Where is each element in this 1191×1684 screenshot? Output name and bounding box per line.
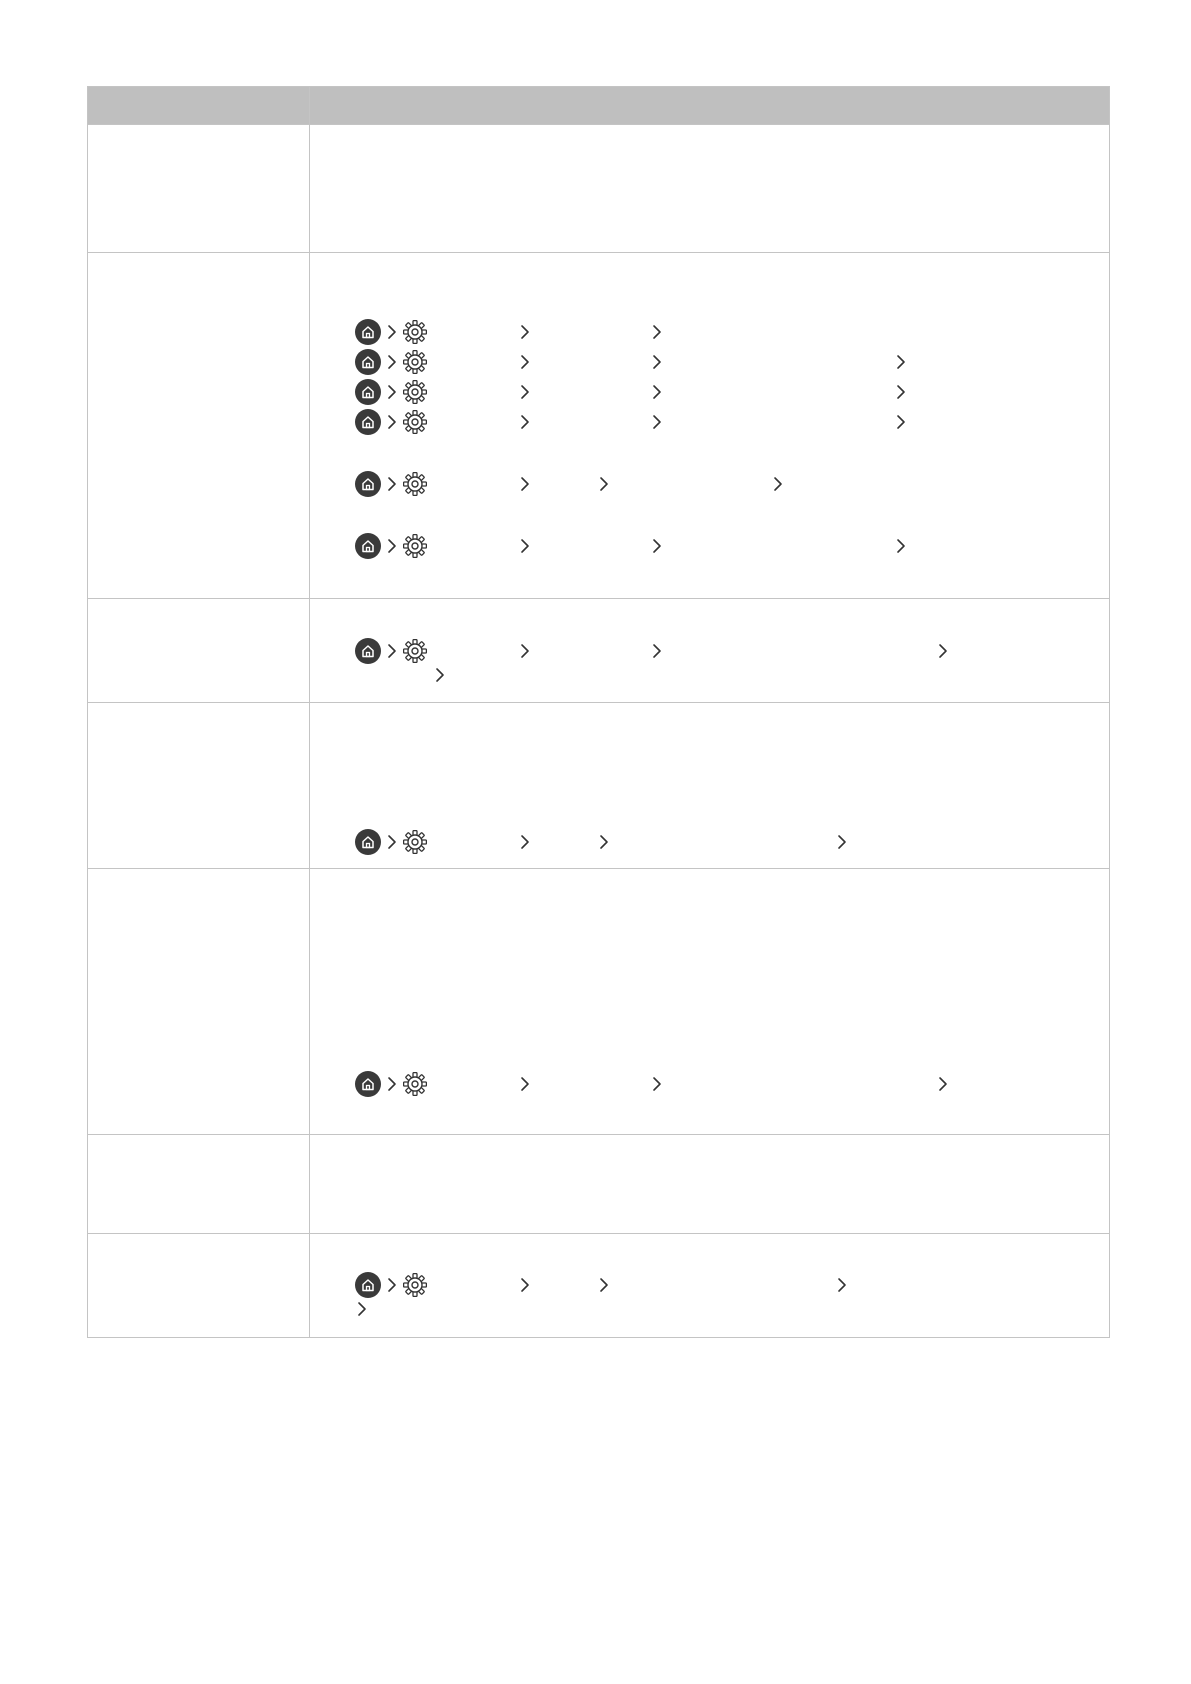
row-divider xyxy=(87,598,1110,599)
home-icon xyxy=(355,349,381,375)
chevron-right-icon xyxy=(773,476,783,497)
chevron-right-icon xyxy=(896,538,906,559)
table-border-left xyxy=(87,86,88,1338)
home-icon xyxy=(355,409,381,435)
chevron-right-icon xyxy=(520,476,530,497)
chevron-right-icon xyxy=(520,1076,530,1097)
chevron-right-icon xyxy=(520,538,530,559)
table-border-right xyxy=(1109,86,1110,1338)
chevron-right-icon xyxy=(520,834,530,855)
chevron-right-icon xyxy=(520,643,530,664)
chevron-right-icon xyxy=(938,643,948,664)
chevron-right-icon xyxy=(652,324,662,345)
menu-path xyxy=(355,533,1045,561)
home-icon xyxy=(355,379,381,405)
table-border-top xyxy=(87,86,1110,87)
chevron-right-icon xyxy=(387,324,397,345)
menu-path xyxy=(355,638,1095,694)
chevron-right-icon xyxy=(387,1076,397,1097)
chevron-right-icon xyxy=(520,414,530,435)
chevron-right-icon xyxy=(896,414,906,435)
chevron-right-icon xyxy=(520,1277,530,1298)
menu-path xyxy=(355,409,1045,437)
table-header xyxy=(87,86,1110,124)
row-divider xyxy=(87,124,1110,125)
row-divider xyxy=(87,1134,1110,1135)
gear-icon xyxy=(403,472,427,501)
menu-path xyxy=(355,471,915,499)
chevron-right-icon xyxy=(357,1301,367,1322)
column-divider xyxy=(309,86,310,1338)
gear-icon xyxy=(403,1273,427,1302)
menu-path xyxy=(355,1272,1095,1328)
home-icon xyxy=(355,319,381,345)
chevron-right-icon xyxy=(837,1277,847,1298)
chevron-right-icon xyxy=(837,834,847,855)
chevron-right-icon xyxy=(387,384,397,405)
row-divider xyxy=(87,1233,1110,1234)
gear-icon xyxy=(403,380,427,409)
chevron-right-icon xyxy=(387,476,397,497)
chevron-right-icon xyxy=(938,1076,948,1097)
chevron-right-icon xyxy=(387,1277,397,1298)
chevron-right-icon xyxy=(652,643,662,664)
gear-icon xyxy=(403,410,427,439)
row-divider xyxy=(87,868,1110,869)
chevron-right-icon xyxy=(520,354,530,375)
chevron-right-icon xyxy=(599,476,609,497)
home-icon xyxy=(355,638,381,664)
menu-path xyxy=(355,829,995,857)
row-divider xyxy=(87,702,1110,703)
chevron-right-icon xyxy=(520,384,530,405)
chevron-right-icon xyxy=(599,834,609,855)
gear-icon xyxy=(403,639,427,668)
home-icon xyxy=(355,471,381,497)
home-icon xyxy=(355,1272,381,1298)
gear-icon xyxy=(403,1072,427,1101)
chevron-right-icon xyxy=(652,1076,662,1097)
chevron-right-icon xyxy=(387,834,397,855)
menu-path xyxy=(355,1071,1095,1099)
chevron-right-icon xyxy=(387,643,397,664)
menu-path xyxy=(355,319,775,347)
home-icon xyxy=(355,829,381,855)
menu-path xyxy=(355,349,1045,377)
row-divider xyxy=(87,252,1110,253)
menu-path xyxy=(355,379,1045,407)
gear-icon xyxy=(403,350,427,379)
chevron-right-icon xyxy=(599,1277,609,1298)
chevron-right-icon xyxy=(896,384,906,405)
chevron-right-icon xyxy=(387,538,397,559)
chevron-right-icon xyxy=(652,538,662,559)
chevron-right-icon xyxy=(652,354,662,375)
chevron-right-icon xyxy=(520,324,530,345)
chevron-right-icon xyxy=(387,414,397,435)
chevron-right-icon xyxy=(387,354,397,375)
table-border-bottom xyxy=(87,1337,1110,1338)
gear-icon xyxy=(403,320,427,349)
chevron-right-icon xyxy=(435,667,445,688)
chevron-right-icon xyxy=(652,414,662,435)
settings-table xyxy=(87,86,1110,1338)
chevron-right-icon xyxy=(896,354,906,375)
home-icon xyxy=(355,1071,381,1097)
gear-icon xyxy=(403,830,427,859)
chevron-right-icon xyxy=(652,384,662,405)
gear-icon xyxy=(403,534,427,563)
home-icon xyxy=(355,533,381,559)
